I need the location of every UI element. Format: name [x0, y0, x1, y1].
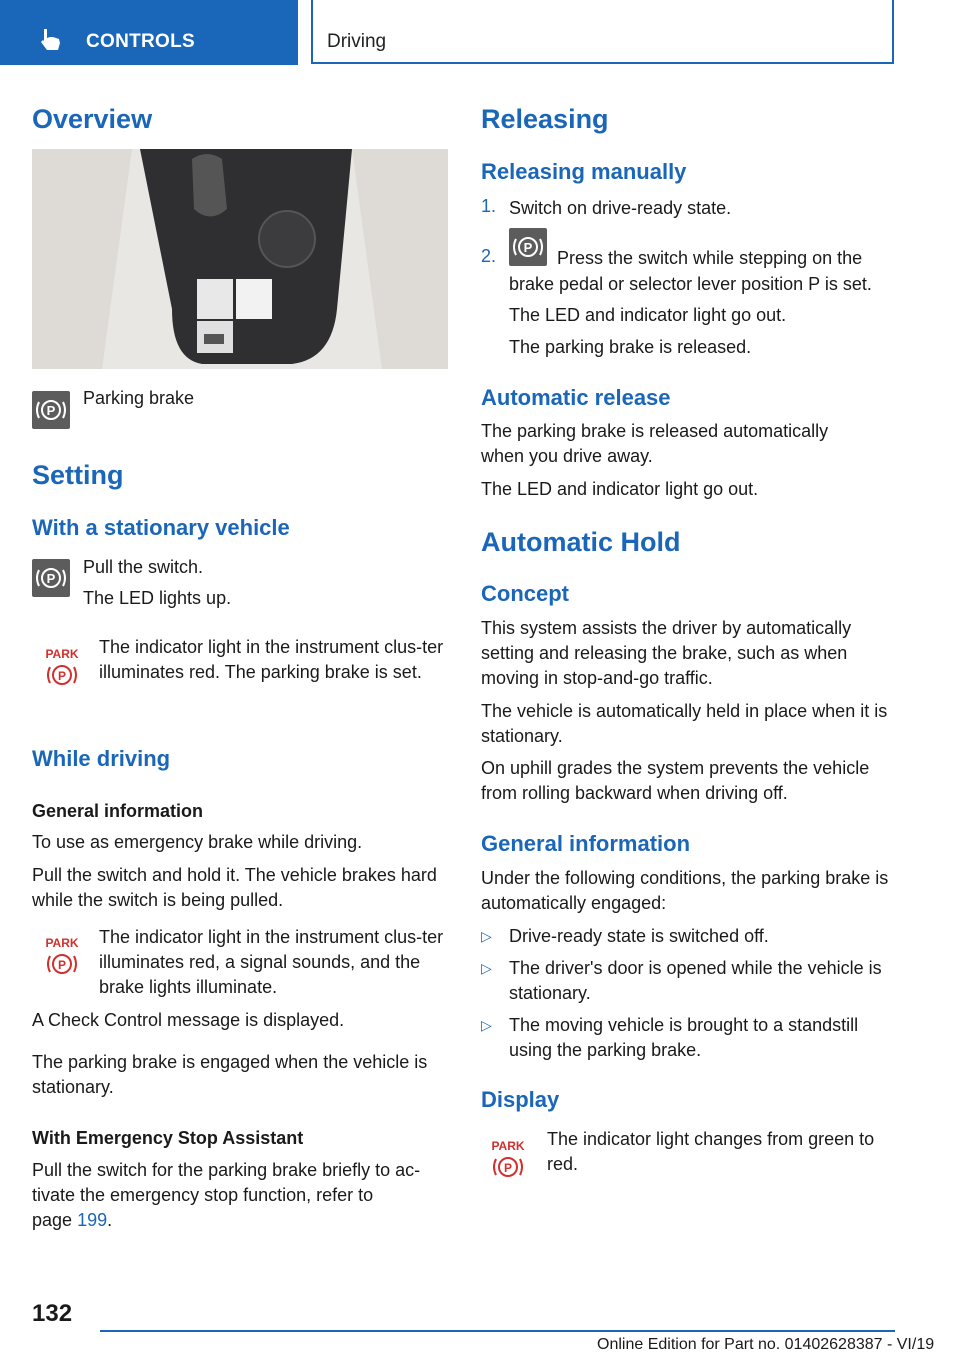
concept-text-3: On uphill grades the system prevents the vehicle from rolling backward when driving off. [481, 758, 870, 803]
edition-text: Online Edition for Part no. 01402628387 - VI/19 [597, 1336, 935, 1353]
page-199-link[interactable]: 199 [77, 1210, 108, 1230]
bullet-item: The driver's door is opened while the vehicle is stationary. [509, 958, 882, 1003]
svg-text:PARK: PARK [45, 647, 79, 661]
display-heading: Display [481, 1087, 560, 1112]
parking-brake-photo [32, 149, 448, 369]
gi-text-1: To use as emergency brake while driving. [32, 832, 363, 852]
releasing-manually-heading: Releasing manually [481, 159, 687, 184]
footer-divider [100, 1330, 895, 1332]
step-1-number: 1. [481, 196, 497, 216]
concept-text-2: The vehicle is automatically held in place when it is stationary. [481, 701, 888, 746]
photo-caption: Parking brake [83, 388, 195, 408]
park-note-2: The indicator light in the instrument clus-ter illuminates red, a signal sounds, and the brake lights illuminate. [99, 927, 444, 997]
bullet-item: The moving vehicle is brought to a standstill using the parking brake. [509, 1015, 859, 1060]
step-2-text-b: brake pedal or selector lever position P is set. [509, 274, 872, 294]
general-info-heading: General information [32, 801, 204, 821]
park-note-1: The indicator light in the instrument clus-ter illuminates red. The parking brake is set. [99, 637, 444, 682]
stationary-heading: With a stationary vehicle [32, 515, 290, 540]
step-2-number: 2. [481, 246, 497, 266]
display-text: The indicator light changes from green to red. [547, 1129, 875, 1174]
svg-text:P: P [503, 1161, 513, 1175]
emergency-text: Pull the switch for the parking brake briefly to ac-tivate the emergency stop function, refer to page 199. [32, 1160, 421, 1230]
bullet-marker: ▷ [481, 928, 492, 944]
ar-text-2: The LED and indicator light go out. [481, 479, 759, 499]
automatic-hold-heading: Automatic Hold [481, 527, 681, 557]
section-header [311, 0, 894, 64]
ar-text-1: The parking brake is released automatically when you drive away. [481, 421, 829, 466]
park-warning-icon [42, 646, 82, 690]
step-2-text-d: The parking brake is released. [509, 337, 752, 357]
setting-heading: Setting [32, 460, 124, 490]
parking-brake-switch-icon [509, 228, 547, 266]
page-number: 132 [32, 1300, 73, 1327]
svg-text:P: P [57, 958, 67, 972]
svg-text:PARK: PARK [45, 936, 79, 950]
stationary-text-1: Pull the switch. [83, 557, 204, 577]
svg-text:P: P [57, 669, 67, 683]
bullet-marker: ▷ [481, 1017, 492, 1033]
gi-text-2: Pull the switch and hold it. The vehicle brakes hard while the switch is being pulled. [32, 865, 437, 910]
hand-pointer-icon [38, 27, 64, 51]
step-2-text-a: Press the switch while stepping on the [557, 248, 863, 268]
parking-brake-switch-icon [32, 559, 70, 597]
bullet-item: Drive-ready state is switched off. [509, 926, 769, 946]
park-warning-icon [42, 935, 82, 979]
park-warning-icon [488, 1138, 528, 1182]
rgi-text: Under the following conditions, the parking brake is automatically engaged: [481, 868, 889, 913]
concept-heading: Concept [481, 581, 569, 606]
svg-text:P: P [523, 240, 533, 255]
stationary-text-2: The LED lights up. [83, 588, 232, 608]
emergency-heading: With Emergency Stop Assistant [32, 1128, 304, 1148]
section-title: Driving [327, 31, 387, 52]
concept-text-1: This system assists the driver by automatically setting and releasing the brake, such as when moving in stop-and-go traffic. [481, 618, 852, 688]
overview-heading: Overview [32, 104, 153, 134]
while-driving-heading: While driving [32, 746, 171, 771]
gi-text-3: A Check Control message is displayed. [32, 1010, 345, 1030]
bullet-marker: ▷ [481, 960, 492, 976]
releasing-heading: Releasing [481, 104, 609, 134]
gi-text-4: The parking brake is engaged when the vehicle is stationary. [32, 1052, 428, 1097]
svg-text:P: P [46, 571, 56, 586]
step-1-text: Switch on drive-ready state. [509, 198, 732, 218]
chapter-tab-label: CONTROLS [86, 31, 196, 52]
svg-text:P: P [46, 403, 56, 418]
automatic-release-heading: Automatic release [481, 385, 671, 410]
step-2-text-c: The LED and indicator light go out. [509, 305, 787, 325]
svg-text:PARK: PARK [491, 1139, 525, 1153]
right-general-info-heading: General information [481, 831, 691, 856]
chapter-tab[interactable] [0, 0, 298, 65]
parking-brake-switch-icon [32, 391, 70, 429]
